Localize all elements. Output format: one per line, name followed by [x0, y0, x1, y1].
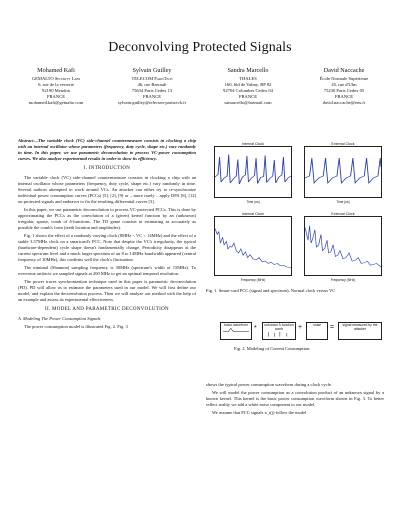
figure-1-caption: Fig. 1. Smart-card PCC (signal and spectrum), Normal clock versus VC	[206, 288, 336, 293]
author-address: 92704 Colombes Cedex 04	[223, 88, 273, 93]
author-email: sylvain.guilley@telecom-paristech.fr	[117, 100, 187, 105]
abstract-text: The variable clock (VC) side-channel countermeasure consists in clocking a chip with an internal oscillator whose parameters (frequency, duty cycle, shape etc.) vary randomly in time. In this paper, we use parametric deconvolution to process VC-power consumption curves. We also analyze experimental results in order to show its efficiency.	[18, 138, 196, 161]
waveform-icon	[223, 327, 249, 333]
author-affiliation: GEMALTO Security Labs	[31, 76, 81, 81]
figure-2-caption: Fig. 2. Modeling of Current Consumption.	[234, 346, 311, 351]
author-affiliation: TELECOM ParisTech	[131, 76, 173, 81]
author-3	[202, 67, 294, 106]
plot-trace	[215, 147, 291, 197]
fig2-measured-signal	[338, 322, 382, 340]
author-affiliation: École Normale Supérieure	[319, 76, 369, 81]
plot-title: External Clock	[331, 142, 355, 146]
x-axis-label: Time (us)	[246, 200, 260, 204]
author-address: 75634 Paris Cedex 13	[131, 88, 173, 93]
plot-title: Internal Clock	[242, 212, 264, 216]
comb-icon	[266, 331, 292, 337]
paragraph: The power traces synchronization technique used in this paper is parametric deconvolution (PD). PD will allow us to estimate the parameters used in our model. We will first define our model, and explain the deconvolution process. Then we will analyze our method with the help of an example and assess its experimental effectiveness.	[18, 279, 196, 302]
x-axis-label: Frequency (MHz)	[330, 278, 356, 282]
plot-external-clock-time	[304, 142, 382, 204]
x-axis-label: Frequency (MHz)	[240, 278, 266, 282]
paragraph: The minimal (Shannon) sampling frequency is 30MHz (spectrum's width of 15MHz). To overcome artifacts we sampled signals at 200 MHz to get an optimal temporal resolution.	[18, 265, 196, 276]
author-email: samarcello@hotmail.com	[224, 100, 272, 105]
paragraph: We assume that PCC signals x_i(j) follow the model	[212, 410, 307, 415]
plot-external-clock-spectrum	[304, 212, 382, 282]
left-column	[18, 138, 196, 332]
fig2-convolution-op: *	[254, 325, 257, 332]
fig2-equals-op: =	[330, 324, 335, 331]
section-heading: I. INTRODUCTION	[83, 166, 131, 171]
author-country: FRANCE	[238, 94, 258, 99]
author-address: 160, bld de Valmy, BP 82	[224, 82, 272, 87]
author-name: Sandra Marcello	[227, 67, 269, 74]
plot-title: Internal Clock	[242, 142, 264, 146]
section-heading: II. MODEL AND PARAMETRIC DECONVOLUTION	[45, 307, 169, 312]
fig2-basic-waveform	[220, 322, 252, 340]
author-address: 46, rue Barrault	[137, 82, 167, 87]
author-2	[106, 67, 198, 106]
author-4	[298, 67, 390, 106]
fig2-delta-comb	[262, 322, 296, 340]
paper-title: Deconvolving Protected Signals	[108, 40, 292, 55]
fig2-box-label: unknown δ-function comb	[264, 323, 294, 331]
paragraph: shows the typical power consumption waveform during a clock cycle.	[206, 382, 332, 387]
paragraph: The power consumption model is illustrated Fig. 2. Fig. 3	[24, 324, 128, 329]
author-email: david.naccache@ens.fr	[322, 100, 366, 105]
paragraph: We will model the power consumption as a convolution product of an unknown signal by a known kernel. This kernel is the basic power consumption waveform shown in Fig. 3. To better reflect reality we add a white noise component to our model.	[206, 390, 384, 407]
fig2-box-label: noise	[312, 323, 322, 327]
x-axis-label: Time (us)	[336, 200, 350, 204]
fig2-box-label: basic waveform	[224, 323, 248, 327]
author-name: Mohamed Kafi	[37, 67, 75, 74]
fig2-plus-op: +	[298, 324, 303, 331]
author-country: FRANCE	[334, 94, 354, 99]
author-address: 6, rue de la verrerie	[38, 82, 74, 87]
author-name: David Naccache	[323, 67, 365, 74]
plot-title: External Clock	[331, 212, 355, 216]
plot-spectrum	[305, 217, 381, 275]
author-country: FRANCE	[142, 94, 162, 99]
author-address: 92190 Meudon	[42, 88, 70, 93]
figure-1	[206, 138, 384, 300]
paragraph: Fig. 1 shows the effect of a randomly varying clock (8MHz < VC < 14MHz) and the effect of a stable 3.57MHz clock on a smartcard's PCC. Note that despite the VC's irregularity, the typical (hardware-dependent) cycle shape doesn't fundamentally change. Periodicity disappears at the current spectrum level and a much larger spectrum of an 8 to 14MHz bandwidth appeared (central frequency of 10MHz), this confirms well the clock's fluctuation.	[18, 233, 196, 262]
plot-internal-clock-spectrum	[214, 212, 292, 282]
author-address: 45, rue d'Ulm	[331, 82, 357, 87]
fig2-box-label: signal measured by the attacker	[342, 323, 378, 331]
abstract	[18, 138, 196, 162]
subsection-heading: A. Modeling The Power Consumption Signals	[18, 316, 101, 321]
author-affiliation: THALES	[239, 76, 257, 81]
abstract-lead: Abstract—	[18, 138, 39, 143]
author-address: 75230 Paris Cedex 05	[323, 88, 365, 93]
author-1	[10, 67, 102, 106]
author-name: Sylvain Guilley	[132, 67, 172, 74]
paragraph: The variable clock (VC) side-channel countermeasure consists in clocking a chip with an internal oscillator whose parameters (frequency, duty cycle, shape etc.) vary randomly in time. Several authors attempted to work around VCs. An attacker can either try to re-synchronize individual power consumption curves (PCCs) [5], [2], [9] or – more rarely – apply DPA [6], [12] on protected signals and endeavor to fix the resulting differential curves [3].	[18, 175, 196, 204]
plot-spectrum	[215, 217, 291, 275]
figure-2	[206, 318, 384, 356]
plot-trace	[305, 147, 381, 197]
author-email: mohamed.kafi@gemalto.com	[28, 100, 84, 105]
fig2-noise	[306, 322, 328, 340]
author-country: FRANCE	[46, 94, 66, 99]
plot-internal-clock-time	[214, 142, 292, 204]
paragraph: In this paper, we use parametric deconvolution to process VC-protected PCCs. This is done by approximating the PCCs as the convolution of a (given) kernel function by an (unknown) irregular, sparse, comb of δ-functions. The TD game consists in estimating as accurately as possible the comb's form (teeth location and amplitudes).	[18, 207, 196, 230]
author-block	[10, 67, 390, 106]
right-column-text	[206, 382, 384, 418]
